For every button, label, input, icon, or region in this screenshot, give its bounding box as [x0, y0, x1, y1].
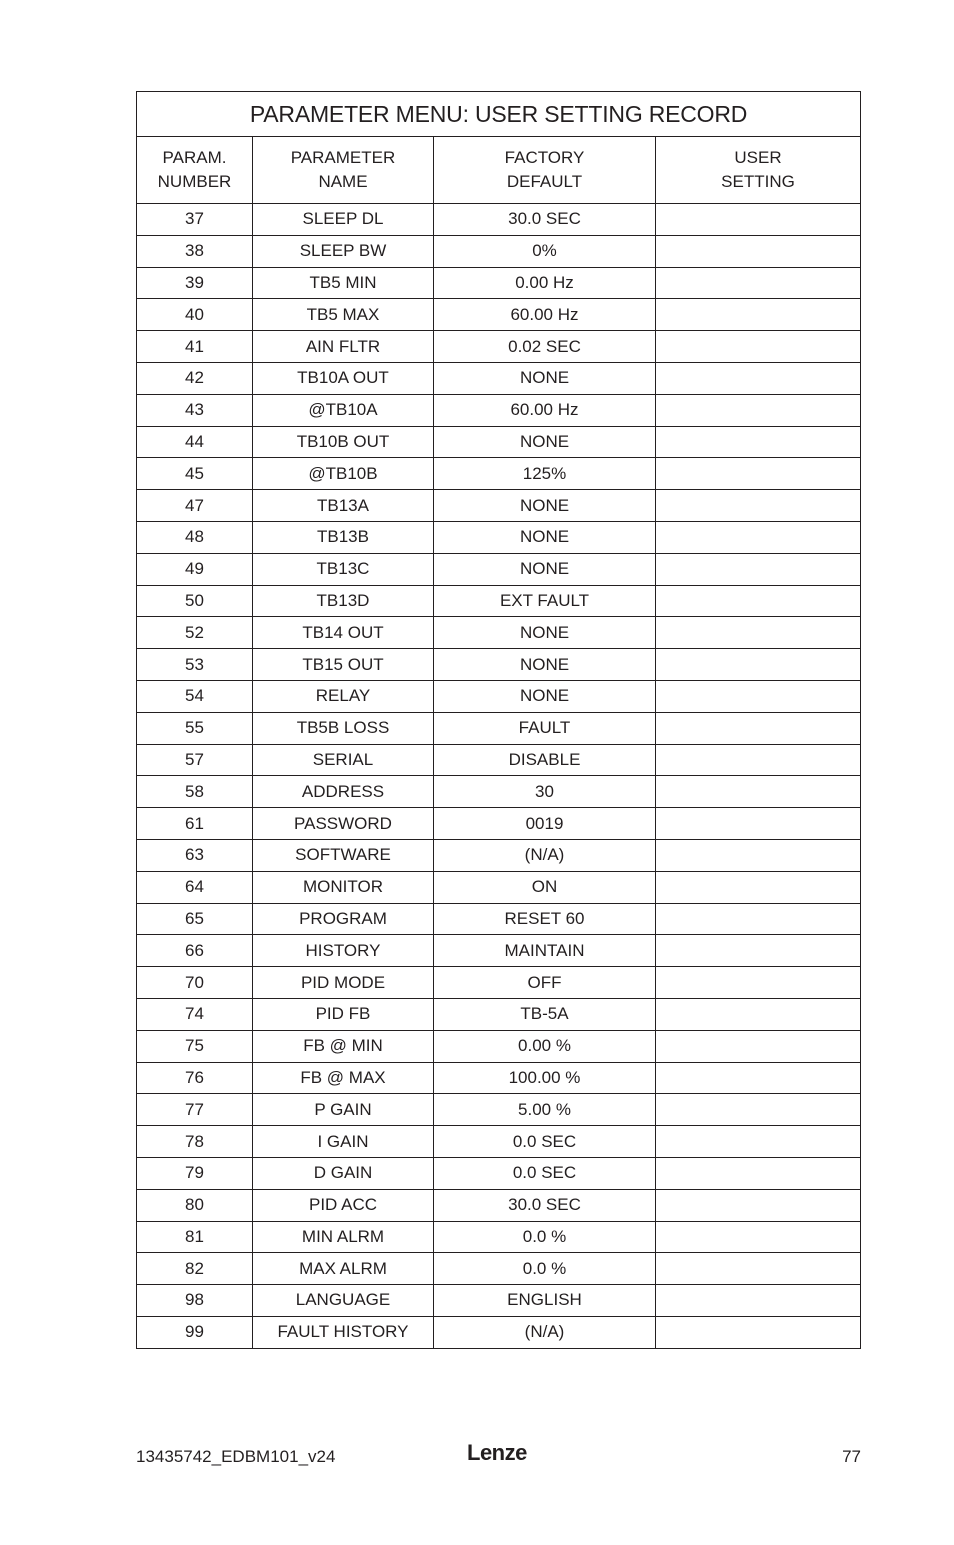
param-name-cell: I GAIN — [253, 1126, 434, 1158]
factory-default-cell: 0.0 SEC — [434, 1126, 656, 1158]
user-setting-cell — [656, 1221, 861, 1253]
column-header-user-setting: USER SETTING — [656, 137, 861, 204]
param-name-cell: TB13C — [253, 553, 434, 585]
param-name-cell: PID FB — [253, 998, 434, 1030]
param-number-cell: 65 — [137, 903, 253, 935]
param-name-cell: ADDRESS — [253, 776, 434, 808]
table-row — [137, 1094, 861, 1126]
param-number-cell: 49 — [137, 553, 253, 585]
table-row — [137, 1316, 861, 1348]
user-setting-cell — [656, 1030, 861, 1062]
table-row — [137, 585, 861, 617]
param-name-cell: TB10A OUT — [253, 362, 434, 394]
table-row — [137, 967, 861, 999]
table-row — [137, 235, 861, 267]
table-row — [137, 394, 861, 426]
param-name-cell: TB5 MIN — [253, 267, 434, 299]
param-number-cell: 55 — [137, 712, 253, 744]
param-number-cell: 99 — [137, 1316, 253, 1348]
user-setting-cell — [656, 394, 861, 426]
param-number-cell: 66 — [137, 935, 253, 967]
user-setting-cell — [656, 458, 861, 490]
table-row — [137, 839, 861, 871]
table-row — [137, 935, 861, 967]
factory-default-cell: 125% — [434, 458, 656, 490]
user-setting-cell — [656, 871, 861, 903]
table-row — [137, 490, 861, 522]
table-row — [137, 1062, 861, 1094]
param-name-cell: PID ACC — [253, 1189, 434, 1221]
factory-default-cell: FAULT — [434, 712, 656, 744]
user-setting-cell — [656, 585, 861, 617]
param-number-cell: 39 — [137, 267, 253, 299]
factory-default-cell: NONE — [434, 649, 656, 681]
user-setting-cell — [656, 1189, 861, 1221]
param-number-cell: 58 — [137, 776, 253, 808]
table-row — [137, 1285, 861, 1317]
column-header-factory-default: FACTORY DEFAULT — [434, 137, 656, 204]
param-name-cell: MAX ALRM — [253, 1253, 434, 1285]
factory-default-cell: NONE — [434, 680, 656, 712]
factory-default-cell: EXT FAULT — [434, 585, 656, 617]
user-setting-cell — [656, 1126, 861, 1158]
user-setting-cell — [656, 839, 861, 871]
user-setting-cell — [656, 744, 861, 776]
param-name-cell: PROGRAM — [253, 903, 434, 935]
param-name-cell: SLEEP DL — [253, 204, 434, 236]
user-setting-cell — [656, 649, 861, 681]
param-number-cell: 70 — [137, 967, 253, 999]
param-number-cell: 64 — [137, 871, 253, 903]
table-row — [137, 680, 861, 712]
user-setting-cell — [656, 808, 861, 840]
factory-default-cell: 0.00 Hz — [434, 267, 656, 299]
param-number-cell: 53 — [137, 649, 253, 681]
factory-default-cell: ENGLISH — [434, 1285, 656, 1317]
param-name-cell: TB10B OUT — [253, 426, 434, 458]
param-number-cell: 80 — [137, 1189, 253, 1221]
table-row — [137, 1189, 861, 1221]
factory-default-cell: (N/A) — [434, 1316, 656, 1348]
param-number-cell: 43 — [137, 394, 253, 426]
table-row — [137, 1030, 861, 1062]
user-setting-cell — [656, 967, 861, 999]
user-setting-cell — [656, 331, 861, 363]
table-row — [137, 204, 861, 236]
factory-default-cell: OFF — [434, 967, 656, 999]
param-name-cell: HISTORY — [253, 935, 434, 967]
column-header-param-name: PARAMETER NAME — [253, 137, 434, 204]
param-number-cell: 98 — [137, 1285, 253, 1317]
factory-default-cell: 0.0 SEC — [434, 1157, 656, 1189]
param-number-cell: 74 — [137, 998, 253, 1030]
table-row — [137, 903, 861, 935]
user-setting-cell — [656, 1157, 861, 1189]
table-row — [137, 712, 861, 744]
user-setting-cell — [656, 1253, 861, 1285]
table-row — [137, 299, 861, 331]
user-setting-cell — [656, 935, 861, 967]
table-row — [137, 458, 861, 490]
param-number-cell: 40 — [137, 299, 253, 331]
param-number-cell: 42 — [137, 362, 253, 394]
table-row — [137, 649, 861, 681]
user-setting-cell — [656, 426, 861, 458]
factory-default-cell: 0019 — [434, 808, 656, 840]
param-name-cell: SLEEP BW — [253, 235, 434, 267]
user-setting-cell — [656, 998, 861, 1030]
param-name-cell: PASSWORD — [253, 808, 434, 840]
table-row — [137, 426, 861, 458]
factory-default-cell: 30 — [434, 776, 656, 808]
user-setting-cell — [656, 235, 861, 267]
table-row — [137, 1126, 861, 1158]
factory-default-cell: NONE — [434, 617, 656, 649]
param-name-cell: AIN FLTR — [253, 331, 434, 363]
factory-default-cell: 30.0 SEC — [434, 204, 656, 236]
page-number: 77 — [842, 1447, 861, 1466]
param-name-cell: D GAIN — [253, 1157, 434, 1189]
table-row — [137, 362, 861, 394]
param-name-cell: TB13D — [253, 585, 434, 617]
factory-default-cell: NONE — [434, 490, 656, 522]
param-name-cell: @TB10A — [253, 394, 434, 426]
table-row — [137, 331, 861, 363]
table-body — [137, 204, 861, 1349]
factory-default-cell: NONE — [434, 362, 656, 394]
param-number-cell: 44 — [137, 426, 253, 458]
factory-default-cell: 100.00 % — [434, 1062, 656, 1094]
param-number-cell: 63 — [137, 839, 253, 871]
user-setting-cell — [656, 1094, 861, 1126]
factory-default-cell: 0.0 % — [434, 1253, 656, 1285]
param-name-cell: FB @ MIN — [253, 1030, 434, 1062]
factory-default-cell: NONE — [434, 521, 656, 553]
user-setting-cell — [656, 1316, 861, 1348]
param-number-cell: 48 — [137, 521, 253, 553]
factory-default-cell: (N/A) — [434, 839, 656, 871]
table-row — [137, 1253, 861, 1285]
user-setting-cell — [656, 204, 861, 236]
param-number-cell: 38 — [137, 235, 253, 267]
user-setting-cell — [656, 490, 861, 522]
param-number-cell: 54 — [137, 680, 253, 712]
factory-default-cell: NONE — [434, 426, 656, 458]
factory-default-cell: TB-5A — [434, 998, 656, 1030]
param-number-cell: 77 — [137, 1094, 253, 1126]
user-setting-cell — [656, 362, 861, 394]
param-number-cell: 37 — [137, 204, 253, 236]
param-name-cell: TB14 OUT — [253, 617, 434, 649]
factory-default-cell: NONE — [434, 553, 656, 585]
param-name-cell: @TB10B — [253, 458, 434, 490]
user-setting-cell — [656, 776, 861, 808]
table-row — [137, 776, 861, 808]
lenze-logo: Lenze — [467, 1440, 527, 1465]
param-number-cell: 82 — [137, 1253, 253, 1285]
user-setting-cell — [656, 299, 861, 331]
param-number-cell: 79 — [137, 1157, 253, 1189]
factory-default-cell: RESET 60 — [434, 903, 656, 935]
param-name-cell: TB15 OUT — [253, 649, 434, 681]
document-id: 13435742_EDBM101_v24 — [136, 1447, 336, 1466]
table-row — [137, 998, 861, 1030]
table-title: PARAMETER MENU: USER SETTING RECORD — [137, 92, 861, 137]
table-row — [137, 808, 861, 840]
user-setting-cell — [656, 680, 861, 712]
param-number-cell: 57 — [137, 744, 253, 776]
param-name-cell: FB @ MAX — [253, 1062, 434, 1094]
param-name-cell: TB5 MAX — [253, 299, 434, 331]
table-row — [137, 744, 861, 776]
param-name-cell: SOFTWARE — [253, 839, 434, 871]
factory-default-cell: 60.00 Hz — [434, 394, 656, 426]
param-name-cell: MIN ALRM — [253, 1221, 434, 1253]
factory-default-cell: 0.0 % — [434, 1221, 656, 1253]
factory-default-cell: 30.0 SEC — [434, 1189, 656, 1221]
param-number-cell: 78 — [137, 1126, 253, 1158]
param-number-cell: 50 — [137, 585, 253, 617]
table-row — [137, 617, 861, 649]
param-number-cell: 75 — [137, 1030, 253, 1062]
user-setting-cell — [656, 553, 861, 585]
user-setting-cell — [656, 617, 861, 649]
param-number-cell: 52 — [137, 617, 253, 649]
user-setting-cell — [656, 521, 861, 553]
factory-default-cell: ON — [434, 871, 656, 903]
column-header-param-number: PARAM. NUMBER — [137, 137, 253, 204]
table-row — [137, 521, 861, 553]
user-setting-cell — [656, 1062, 861, 1094]
param-number-cell: 76 — [137, 1062, 253, 1094]
factory-default-cell: MAINTAIN — [434, 935, 656, 967]
factory-default-cell: 60.00 Hz — [434, 299, 656, 331]
factory-default-cell: 5.00 % — [434, 1094, 656, 1126]
param-number-cell: 41 — [137, 331, 253, 363]
user-setting-cell — [656, 712, 861, 744]
table-row — [137, 871, 861, 903]
param-name-cell: TB13A — [253, 490, 434, 522]
param-name-cell: FAULT HISTORY — [253, 1316, 434, 1348]
table-row — [137, 553, 861, 585]
param-number-cell: 45 — [137, 458, 253, 490]
user-setting-cell — [656, 903, 861, 935]
table-row — [137, 1157, 861, 1189]
factory-default-cell: 0.02 SEC — [434, 331, 656, 363]
user-setting-cell — [656, 267, 861, 299]
param-name-cell: SERIAL — [253, 744, 434, 776]
param-number-cell: 61 — [137, 808, 253, 840]
param-name-cell: MONITOR — [253, 871, 434, 903]
factory-default-cell: DISABLE — [434, 744, 656, 776]
table-row — [137, 267, 861, 299]
user-setting-cell — [656, 1285, 861, 1317]
param-name-cell: TB13B — [253, 521, 434, 553]
param-name-cell: RELAY — [253, 680, 434, 712]
factory-default-cell: 0% — [434, 235, 656, 267]
param-name-cell: P GAIN — [253, 1094, 434, 1126]
factory-default-cell: 0.00 % — [434, 1030, 656, 1062]
param-name-cell: PID MODE — [253, 967, 434, 999]
param-name-cell: LANGUAGE — [253, 1285, 434, 1317]
param-number-cell: 47 — [137, 490, 253, 522]
parameter-table — [136, 91, 861, 1349]
param-name-cell: TB5B LOSS — [253, 712, 434, 744]
param-number-cell: 81 — [137, 1221, 253, 1253]
table-row — [137, 1221, 861, 1253]
